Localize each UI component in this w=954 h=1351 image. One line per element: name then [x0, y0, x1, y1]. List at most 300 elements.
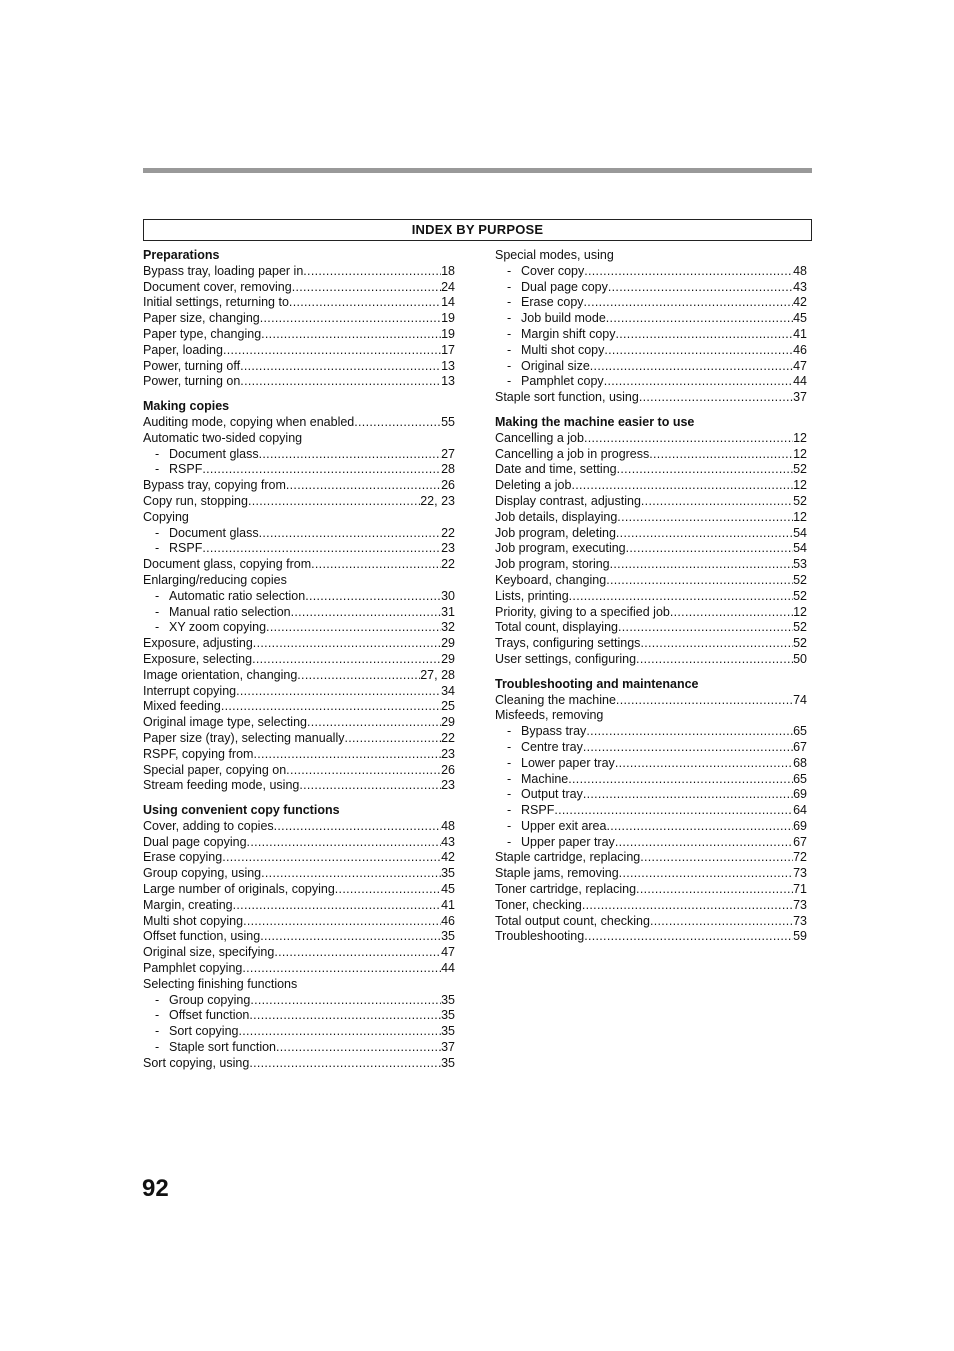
index-entry [143, 898, 455, 914]
dot-leader [286, 763, 441, 779]
index-subentry [495, 756, 807, 772]
entry-page: 43 [793, 279, 807, 294]
entry-page: 37 [441, 1040, 455, 1055]
entry-page: 41 [441, 897, 455, 912]
dot-leader [568, 772, 793, 788]
section-heading: Making copies [143, 399, 230, 414]
entry-page: 35 [441, 1055, 455, 1070]
entry-label: Initial settings, returning to [143, 295, 289, 310]
dot-leader [617, 510, 793, 526]
entry-page: 73 [793, 866, 807, 881]
subentry-dash: - [507, 326, 512, 341]
subentry-dash: - [507, 724, 512, 739]
index-subentry [143, 1008, 455, 1024]
dot-leader [586, 724, 793, 740]
index-entry [495, 914, 807, 930]
entry-page: 54 [793, 541, 807, 556]
entry-label: Bypass tray, copying from [143, 478, 286, 493]
dot-leader [640, 636, 793, 652]
entry-label: Group copying, using [143, 866, 262, 881]
entry-label: Erase copy [521, 295, 584, 310]
dot-leader [286, 478, 441, 494]
entry-page: 47 [441, 945, 455, 960]
entry-page: 55 [441, 414, 455, 429]
dot-leader [639, 390, 793, 406]
index-entry [143, 494, 455, 510]
entry-label: Manual ratio selection [169, 604, 291, 619]
dot-leader [649, 447, 793, 463]
dot-leader [584, 929, 793, 945]
dot-leader [606, 819, 793, 835]
entry-page: 18 [441, 263, 455, 278]
dot-leader [305, 589, 441, 605]
top-rule [143, 168, 812, 173]
index-column-left [143, 248, 455, 1081]
entry-label: Job build mode [521, 311, 606, 326]
entry-label: Exposure, adjusting [143, 636, 253, 651]
index-entry [143, 684, 455, 700]
dot-leader [606, 311, 793, 327]
index-subentry [495, 359, 807, 375]
dot-leader [636, 652, 793, 668]
dot-leader [615, 835, 793, 851]
entry-page: 65 [793, 724, 807, 739]
entry-label: RSPF, copying from [143, 746, 254, 761]
entry-page: 68 [793, 755, 807, 770]
index-subentry [495, 343, 807, 359]
dot-leader [606, 573, 793, 589]
entry-page: 26 [441, 478, 455, 493]
dot-leader [583, 740, 793, 756]
subentry-dash: - [507, 834, 512, 849]
subentry-dash: - [507, 358, 512, 373]
entry-page: 35 [441, 866, 455, 881]
subentry-dash: - [507, 295, 512, 310]
page-number: 92 [142, 1175, 169, 1202]
dot-leader [617, 462, 793, 478]
entry-label: Power, turning on [143, 374, 241, 389]
index-entry [143, 636, 455, 652]
dot-leader [261, 327, 441, 343]
entry-page: 12 [793, 430, 807, 445]
subentry-dash: - [507, 771, 512, 786]
index-entry [495, 462, 807, 478]
entry-page: 30 [441, 588, 455, 603]
subentry-dash: - [155, 462, 160, 477]
entry-label: Erase copying [143, 850, 223, 865]
entry-page: 43 [441, 834, 455, 849]
entry-page: 28 [441, 462, 455, 477]
entry-page: 14 [441, 295, 455, 310]
subentry-dash: - [507, 739, 512, 754]
entry-label: Keyboard, changing [495, 572, 607, 587]
entry-label: Total output count, checking [495, 913, 650, 928]
index-entry [143, 914, 455, 930]
subentry-dash: - [155, 588, 160, 603]
entry-page: 35 [441, 992, 455, 1007]
entry-page: 31 [441, 604, 455, 619]
dot-leader [289, 295, 441, 311]
index-entry [495, 478, 807, 494]
entry-page: 22, 23 [420, 493, 455, 508]
dot-leader [248, 494, 420, 510]
entry-label: Toner, checking [495, 897, 582, 912]
entry-page: 73 [793, 897, 807, 912]
entry-page: 67 [793, 834, 807, 849]
dot-leader [253, 636, 441, 652]
entry-page: 74 [793, 692, 807, 707]
entry-page: 27, 28 [420, 667, 455, 682]
dot-leader [252, 652, 441, 668]
index-entry-heading: Misfeeds, removing [495, 708, 604, 723]
dot-leader [266, 620, 441, 636]
entry-label: Cancelling a job [495, 430, 584, 445]
subentry-dash: - [155, 525, 160, 540]
index-entry [495, 589, 807, 605]
index-section [495, 677, 807, 946]
entry-page: 22 [441, 525, 455, 540]
entry-label: Margin, creating [143, 897, 233, 912]
entry-page: 45 [793, 311, 807, 326]
index-subentry [495, 740, 807, 756]
dot-leader [619, 866, 793, 882]
index-subentry [143, 993, 455, 1009]
entry-label: Offset function, using [143, 929, 261, 944]
entry-label: Lists, printing [495, 588, 569, 603]
entry-label: Job details, displaying [495, 509, 618, 524]
index-entry-heading: Enlarging/reducing copies [143, 572, 287, 587]
entry-page: 73 [793, 913, 807, 928]
entry-page: 17 [441, 342, 455, 357]
entry-page: 52 [793, 588, 807, 603]
index-entry [143, 945, 455, 961]
dot-leader [240, 359, 441, 375]
entry-page: 12 [793, 604, 807, 619]
index-subentry [495, 327, 807, 343]
entry-page: 52 [793, 493, 807, 508]
dot-leader [259, 447, 441, 463]
entry-label: Sort copying [169, 1024, 239, 1039]
entry-page: 67 [793, 739, 807, 754]
subentry-dash: - [507, 311, 512, 326]
subentry-dash: - [155, 1024, 160, 1039]
index-entry-heading: Selecting finishing functions [143, 976, 298, 991]
entry-page: 22 [441, 557, 455, 572]
entry-page: 47 [793, 358, 807, 373]
dot-leader [604, 343, 793, 359]
entry-page: 23 [441, 746, 455, 761]
index-title: INDEX BY PURPOSE [143, 219, 812, 241]
entry-page: 42 [793, 295, 807, 310]
entry-page: 23 [441, 778, 455, 793]
index-subentry [143, 589, 455, 605]
index-section [143, 248, 455, 390]
index-section [495, 415, 807, 668]
index-entry [143, 731, 455, 747]
entry-label: Job program, storing [495, 557, 610, 572]
entry-label: Stream feeding mode, using [143, 778, 300, 793]
dot-leader [236, 684, 441, 700]
index-subentry [495, 772, 807, 788]
entry-page: 29 [441, 636, 455, 651]
entry-page: 29 [441, 651, 455, 666]
entry-page: 13 [441, 358, 455, 373]
index-entry [143, 557, 455, 573]
index-subentry [495, 374, 807, 390]
dot-leader [584, 295, 794, 311]
index-subentry [495, 819, 807, 835]
entry-label: Power, turning off [143, 358, 241, 373]
entry-label: Total count, displaying [495, 620, 618, 635]
index-subentry [495, 311, 807, 327]
entry-page: 52 [793, 620, 807, 635]
index-entry [143, 374, 455, 390]
index-entry [143, 280, 455, 296]
entry-page: 26 [441, 762, 455, 777]
index-entry-heading: Special modes, using [495, 248, 614, 262]
index-entry [495, 557, 807, 573]
index-entry [495, 573, 807, 589]
entry-label: Original size, specifying [143, 945, 275, 960]
entry-label: Paper type, changing [143, 326, 262, 341]
index-entry [143, 961, 455, 977]
dot-leader [650, 914, 793, 930]
subentry-dash: - [507, 787, 512, 802]
index-subentry [495, 724, 807, 740]
index-entry [143, 327, 455, 343]
dot-leader [615, 756, 793, 772]
index-entry [143, 415, 455, 431]
entry-label: Multi shot copy [521, 342, 605, 357]
entry-page: 52 [793, 636, 807, 651]
index-entry [143, 311, 455, 327]
index-entry [143, 715, 455, 731]
entry-label: Dual page copying [143, 834, 247, 849]
entry-label: Machine [521, 771, 569, 786]
entry-page: 24 [441, 279, 455, 294]
dot-leader [297, 668, 420, 684]
entry-page: 53 [793, 557, 807, 572]
dot-leader [299, 778, 441, 794]
entry-label: Document cover, removing [143, 279, 292, 294]
entry-label: Pamphlet copying [143, 961, 243, 976]
entry-label: Priority, giving to a specified job [495, 604, 670, 619]
section-heading: Preparations [143, 248, 220, 262]
index-entry [495, 866, 807, 882]
entry-label: Exposure, selecting [143, 651, 253, 666]
entry-label: Paper, loading [143, 342, 223, 357]
index-subentry [143, 605, 455, 621]
index-entry [495, 693, 807, 709]
dot-leader [670, 605, 793, 621]
dot-leader [303, 264, 441, 280]
entry-label: Original size [521, 358, 590, 373]
index-entry-heading: Copying [143, 509, 189, 524]
dot-leader [610, 557, 793, 573]
entry-label: Staple jams, removing [495, 866, 619, 881]
index-entry [143, 343, 455, 359]
dot-leader [222, 850, 441, 866]
entry-label: User settings, configuring [495, 651, 637, 666]
entry-page: 41 [793, 326, 807, 341]
entry-page: 34 [441, 683, 455, 698]
dot-leader [249, 1056, 441, 1072]
entry-page: 13 [441, 374, 455, 389]
index-entry [143, 478, 455, 494]
entry-page: 48 [441, 818, 455, 833]
dot-leader [260, 929, 441, 945]
dot-leader [571, 478, 793, 494]
entry-page: 32 [441, 620, 455, 635]
index-entry [495, 620, 807, 636]
dot-leader [584, 264, 793, 280]
index-entry [143, 835, 455, 851]
entry-page: 48 [793, 263, 807, 278]
entry-page: 50 [793, 651, 807, 666]
index-subentry [495, 787, 807, 803]
entry-page: 37 [793, 390, 807, 405]
entry-label: Troubleshooting [495, 929, 585, 944]
dot-leader [640, 850, 793, 866]
dot-leader [583, 787, 793, 803]
entry-label: Large number of originals, copying [143, 882, 335, 897]
index-entry [495, 636, 807, 652]
index-entry [143, 819, 455, 835]
dot-leader [335, 882, 441, 898]
dot-leader [249, 1008, 441, 1024]
entry-label: Copy run, stopping [143, 493, 248, 508]
index-entry [495, 390, 807, 406]
dot-leader [604, 374, 793, 390]
entry-page: 72 [793, 850, 807, 865]
dot-leader [590, 359, 793, 375]
dot-leader [554, 803, 793, 819]
dot-leader [569, 589, 793, 605]
index-entry [143, 668, 455, 684]
index-entry [143, 747, 455, 763]
entry-page: 12 [793, 478, 807, 493]
index-entry [495, 431, 807, 447]
index-entry [143, 929, 455, 945]
dot-leader [626, 541, 793, 557]
entry-page: 12 [793, 446, 807, 461]
index-subentry [495, 264, 807, 280]
entry-label: Job program, deleting [495, 525, 616, 540]
dot-leader [276, 1040, 441, 1056]
dot-leader [616, 693, 793, 709]
entry-page: 12 [793, 509, 807, 524]
dot-leader [274, 819, 441, 835]
dot-leader [291, 605, 441, 621]
entry-page: 25 [441, 699, 455, 714]
dot-leader [615, 327, 793, 343]
index-entry [495, 510, 807, 526]
subentry-dash: - [507, 818, 512, 833]
entry-page: 22 [441, 730, 455, 745]
entry-page: 35 [441, 929, 455, 944]
entry-label: Pamphlet copy [521, 374, 604, 389]
dot-leader [242, 961, 441, 977]
section-heading: Troubleshooting and maintenance [495, 676, 699, 691]
index-entry [143, 882, 455, 898]
dot-leader [202, 541, 441, 557]
dot-leader [292, 280, 441, 296]
entry-label: Date and time, setting [495, 462, 617, 477]
dot-leader [221, 699, 441, 715]
entry-label: Job program, executing [495, 541, 626, 556]
entry-page: 29 [441, 715, 455, 730]
index-entry [495, 898, 807, 914]
entry-label: Trays, configuring settings [495, 636, 641, 651]
entry-label: XY zoom copying [169, 620, 267, 635]
index-subentry [143, 526, 455, 542]
entry-label: Cover, adding to copies [143, 818, 274, 833]
dot-leader [582, 898, 793, 914]
subentry-dash: - [507, 803, 512, 818]
entry-label: Bypass tray, loading paper in [143, 263, 304, 278]
index-subentry [495, 835, 807, 851]
entry-label: Deleting a job [495, 478, 572, 493]
subentry-dash: - [507, 279, 512, 294]
entry-page: 19 [441, 326, 455, 341]
entry-label: Multi shot copying [143, 913, 244, 928]
index-section [495, 248, 807, 406]
section-heading: Making the machine easier to use [495, 414, 695, 429]
index-entry [143, 778, 455, 794]
index-entry [495, 447, 807, 463]
entry-label: Sort copying, using [143, 1055, 250, 1070]
entry-label: Staple sort function, using [495, 390, 639, 405]
entry-label: Mixed feeding [143, 699, 221, 714]
entry-page: 65 [793, 771, 807, 786]
entry-label: Group copying [169, 992, 251, 1007]
index-subentry [495, 280, 807, 296]
dot-leader [307, 715, 441, 731]
entry-label: Special paper, copying on [143, 762, 287, 777]
index-entry [495, 526, 807, 542]
entry-label: Cover copy [521, 263, 585, 278]
entry-page: 44 [441, 961, 455, 976]
dot-leader [584, 431, 793, 447]
dot-leader [233, 898, 441, 914]
index-entry [495, 494, 807, 510]
entry-page: 71 [793, 882, 807, 897]
dot-leader [250, 993, 441, 1009]
dot-leader [243, 914, 441, 930]
entry-label: Output tray [521, 787, 583, 802]
dot-leader [354, 415, 441, 431]
index-section [143, 399, 455, 794]
subentry-dash: - [507, 263, 512, 278]
entry-label: Dual page copy [521, 279, 608, 294]
entry-label: Cancelling a job in progress [495, 446, 650, 461]
entry-label: Staple sort function [169, 1040, 277, 1055]
section-heading: Using convenient copy functions [143, 803, 340, 818]
subentry-dash: - [155, 620, 160, 635]
index-entry-heading: Automatic two-sided copying [143, 430, 303, 445]
dot-leader [344, 731, 441, 747]
entry-page: 23 [441, 541, 455, 556]
entry-label: Document glass, copying from [143, 557, 312, 572]
entry-label: Upper exit area [521, 818, 607, 833]
entry-label: Document glass [169, 446, 259, 461]
entry-page: 45 [441, 882, 455, 897]
index-entry [495, 929, 807, 945]
entry-page: 27 [441, 446, 455, 461]
dot-leader [616, 526, 793, 542]
index-entry [143, 264, 455, 280]
index-entry [143, 699, 455, 715]
